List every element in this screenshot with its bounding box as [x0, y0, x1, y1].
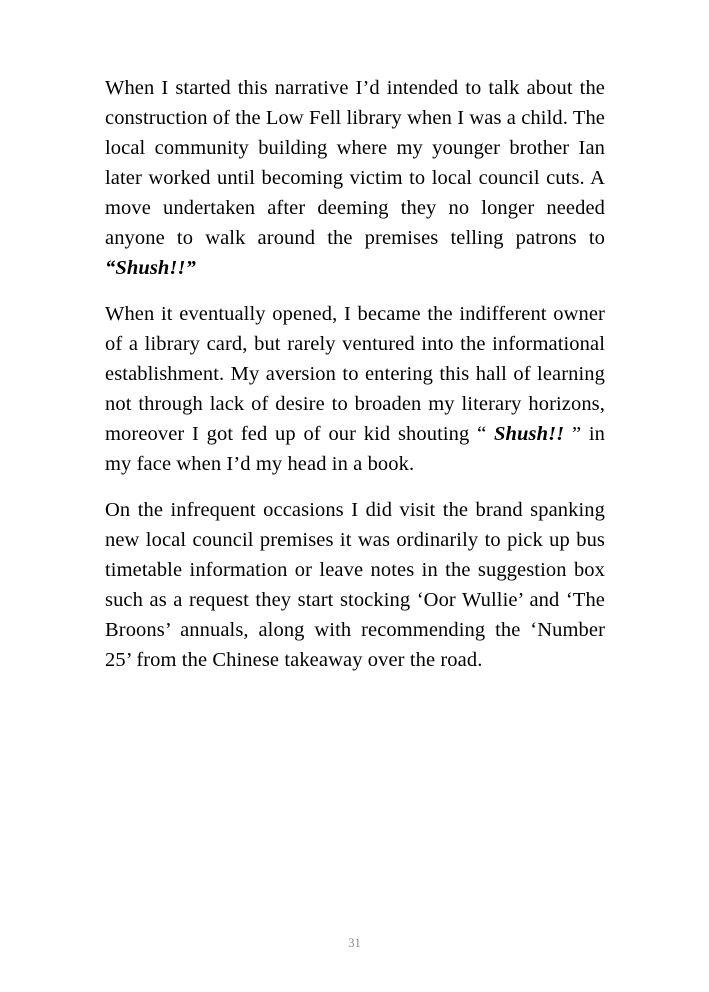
body-text: On the infrequent occasions I did visit the brand spanking new local council premises it was ordinarily to pick up bus timetable information or leave notes in the suggestion box such as a request they start stocking ‘Oor Wullie’ and ‘The Broons’ annuals, along with recommending the ‘Number 25’ from the Chinese takeaway over the road. — [105, 499, 605, 671]
body-text: When it eventually opened, I became the indifferent owner of a library card, but rarely ventured into the informational establishment. My aversion to entering this hall of learning not through lack of desire to broaden my literary horizons, moreover I got fed up of our kid shouting “ — [105, 303, 605, 445]
emphasized-text: “Shush!!” — [105, 257, 196, 279]
page-number: 31 — [348, 936, 361, 950]
paragraph-2 — [105, 299, 605, 479]
paragraph-1 — [105, 73, 605, 283]
body-text: When I started this narrative I’d intended to talk about the construction of the Low Fell library when I was a child. The local community building where my younger brother Ian later worked until becoming victim to local council cuts. A move undertaken after deeming they no longer needed anyone to walk around the premises telling patrons to — [105, 77, 605, 249]
text-block — [105, 73, 605, 691]
body-text: ” in my face when I’d my head in a book. — [105, 423, 606, 475]
paragraph-3 — [105, 495, 605, 675]
emphasized-text: Shush!! — [494, 423, 565, 445]
